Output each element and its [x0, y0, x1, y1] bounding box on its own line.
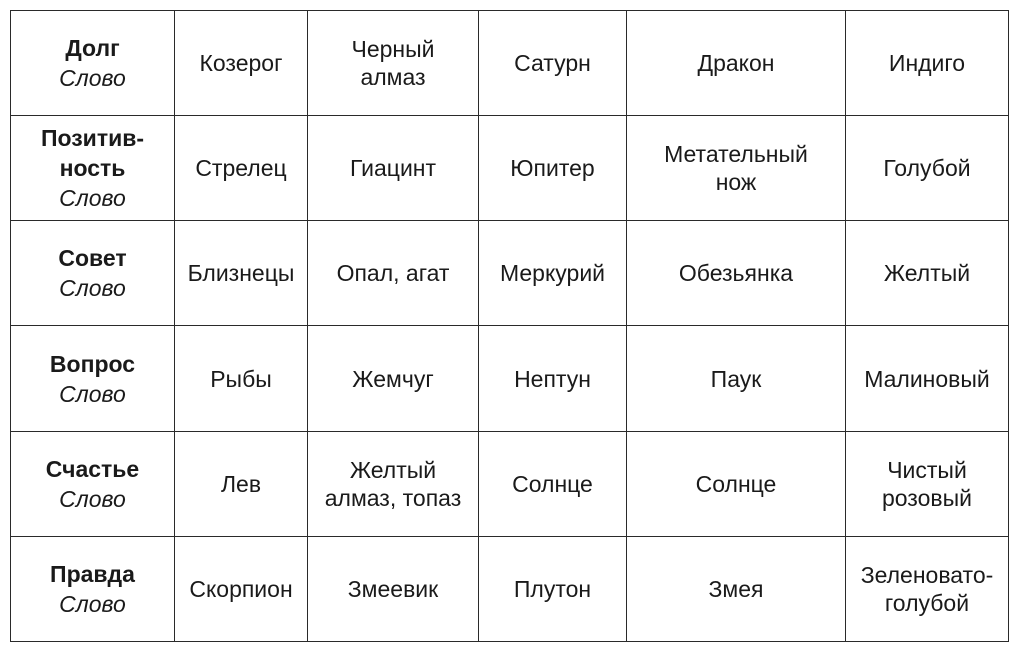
row-header: [11, 221, 175, 326]
table-cell: [846, 326, 1009, 431]
table-cell: [308, 326, 479, 431]
table-cell: [308, 431, 479, 536]
table-row: [11, 536, 1009, 641]
cell-text: Желтый: [883, 260, 971, 287]
cell-text: Скорпион: [189, 575, 293, 602]
cell-text: Змея: [708, 575, 764, 602]
row-title: Счастье: [45, 455, 140, 482]
cell-text: Жемчуг: [352, 365, 434, 392]
row-header: [11, 11, 175, 116]
cell-text: Малиновый: [864, 365, 990, 392]
cell-text: Зеленовато- голубой: [860, 561, 994, 616]
table-cell: [479, 536, 627, 641]
table-row: [11, 221, 1009, 326]
table-cell: [175, 536, 308, 641]
cell-text: Голубой: [883, 155, 971, 182]
cell-text: Опал, агат: [336, 260, 450, 287]
row-title: Совет: [58, 245, 127, 272]
table-cell: [479, 11, 627, 116]
cell-text: Рыбы: [210, 365, 272, 392]
row-header: [11, 431, 175, 536]
table-cell: [627, 116, 846, 221]
cell-text: Обезьянка: [678, 260, 794, 287]
table-cell: [846, 221, 1009, 326]
table-cell: [479, 116, 627, 221]
table-row: [11, 431, 1009, 536]
table-cell: [308, 116, 479, 221]
table-cell: [479, 221, 627, 326]
cell-text: Солнце: [695, 470, 777, 497]
table-cell: [175, 116, 308, 221]
row-title: Позитив- ность: [40, 125, 145, 182]
table-cell: [627, 11, 846, 116]
cell-text: Близнецы: [187, 260, 295, 287]
table-cell: [175, 431, 308, 536]
cell-text: Солнце: [512, 470, 593, 497]
row-title: Правда: [50, 560, 135, 587]
row-title: Вопрос: [49, 350, 136, 377]
table-cell: [308, 11, 479, 116]
cell-text: Желтый алмаз, топаз: [324, 456, 462, 511]
cell-text: Лев: [220, 470, 262, 497]
table-cell: [308, 221, 479, 326]
table-cell: [627, 221, 846, 326]
table-cell: [479, 431, 627, 536]
row-header: [11, 116, 175, 221]
table-cell: [175, 221, 308, 326]
cell-text: Нептун: [514, 365, 591, 392]
cell-text: Стрелец: [195, 155, 287, 182]
cell-text: Черный алмаз: [351, 36, 435, 91]
cell-text: Гиацинт: [349, 155, 437, 182]
table-cell: [627, 326, 846, 431]
table-cell: [627, 536, 846, 641]
row-subtitle: Слово: [59, 185, 126, 212]
cell-text: Индиго: [888, 50, 966, 77]
table-cell: [846, 11, 1009, 116]
cell-text: Змеевик: [347, 575, 439, 602]
cell-text: Дракон: [697, 50, 775, 77]
cell-text: Юпитер: [510, 155, 595, 182]
table-cell: [846, 536, 1009, 641]
table-cell: [846, 431, 1009, 536]
table-cell: [627, 431, 846, 536]
cell-text: Меркурий: [499, 260, 606, 287]
cell-text: Сатурн: [514, 50, 591, 77]
row-subtitle: Слово: [59, 380, 126, 407]
table-cell: [175, 326, 308, 431]
table-row: [11, 116, 1009, 221]
table-cell: [479, 326, 627, 431]
cell-text: Метательный нож: [664, 141, 808, 196]
row-subtitle: Слово: [59, 65, 126, 92]
row-subtitle: Слово: [59, 485, 126, 512]
row-header: [11, 326, 175, 431]
table-cell: [846, 116, 1009, 221]
row-subtitle: Слово: [59, 275, 126, 302]
cell-text: Чистый розовый: [881, 456, 972, 511]
row-header: [11, 536, 175, 641]
cell-text: Козерог: [199, 50, 283, 77]
table-row: [11, 326, 1009, 431]
row-title: Долг: [65, 35, 120, 62]
table-row: [11, 11, 1009, 116]
cell-text: Плутон: [513, 575, 592, 602]
cell-text: Паук: [710, 365, 762, 392]
table-cell: [175, 11, 308, 116]
correspondence-table: [10, 10, 1009, 642]
table-cell: [308, 536, 479, 641]
row-subtitle: Слово: [59, 590, 126, 617]
